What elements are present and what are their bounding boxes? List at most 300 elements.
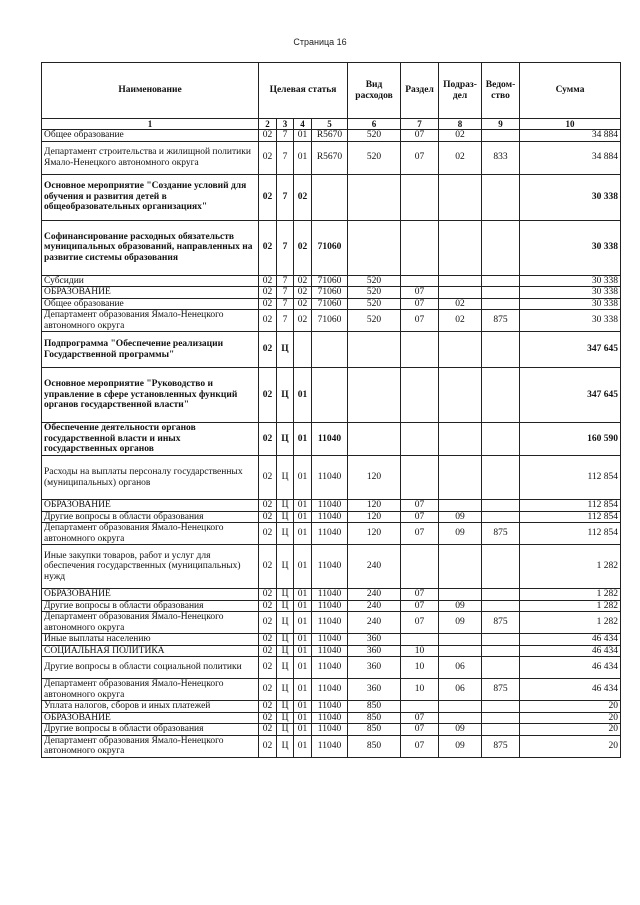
subsection-cell: 09 (439, 724, 482, 736)
table-row (42, 298, 621, 310)
amount-cell: 112 854 (520, 456, 621, 500)
department-code-cell (482, 712, 520, 724)
subsection-cell (439, 423, 482, 456)
table-row (42, 645, 621, 657)
section-cell (401, 332, 439, 368)
expense-type-cell (348, 423, 401, 456)
target-code-event-cell: 01 (294, 679, 312, 701)
row-name-cell: СОЦИАЛЬНАЯ ПОЛИТИКА (42, 645, 259, 657)
expense-type-cell: 520 (348, 287, 401, 299)
table-header (42, 63, 621, 130)
department-code-cell (482, 174, 520, 220)
section-cell: 07 (401, 600, 439, 612)
target-code-event-cell: 01 (294, 423, 312, 456)
row-name-cell: Основное мероприятие "Создание условий для обучения и развития детей в общеобразовательных организациях" (42, 174, 259, 220)
target-code-event-cell: 01 (294, 600, 312, 612)
target-code-subprogram-cell: 7 (277, 141, 294, 174)
table-row (42, 500, 621, 512)
expense-type-cell: 240 (348, 600, 401, 612)
target-code-direction-cell: 71060 (312, 275, 348, 287)
subsection-cell (439, 645, 482, 657)
subsection-cell: 06 (439, 679, 482, 701)
amount-cell: 34 884 (520, 130, 621, 142)
department-code-cell (482, 423, 520, 456)
subsection-cell: 09 (439, 523, 482, 545)
target-code-subprogram-cell: Ц (277, 500, 294, 512)
department-code-cell (482, 511, 520, 523)
column-number: 6 (348, 119, 401, 130)
header-name: Наименование (42, 63, 259, 119)
row-name-cell: Уплата налогов, сборов и иных платежей (42, 701, 259, 713)
target-code-direction-cell: R5670 (312, 130, 348, 142)
expense-type-cell: 360 (348, 634, 401, 646)
department-code-cell (482, 456, 520, 500)
department-code-cell: 875 (482, 612, 520, 634)
target-code-subprogram-cell: Ц (277, 679, 294, 701)
section-cell: 07 (401, 310, 439, 332)
target-code-program-cell: 02 (259, 310, 277, 332)
target-code-event-cell: 01 (294, 712, 312, 724)
table-row (42, 589, 621, 601)
section-cell: 07 (401, 612, 439, 634)
section-cell (401, 456, 439, 500)
department-code-cell (482, 500, 520, 512)
column-number: 1 (42, 119, 259, 130)
amount-cell: 30 338 (520, 220, 621, 275)
column-number: 7 (401, 119, 439, 130)
target-code-subprogram-cell: Ц (277, 645, 294, 657)
expense-type-cell (348, 368, 401, 423)
expense-type-cell: 120 (348, 511, 401, 523)
expense-type-cell: 240 (348, 589, 401, 601)
table-row (42, 679, 621, 701)
amount-cell: 30 338 (520, 310, 621, 332)
department-code-cell: 875 (482, 310, 520, 332)
target-code-program-cell: 02 (259, 174, 277, 220)
target-code-program-cell: 02 (259, 679, 277, 701)
expense-type-cell: 240 (348, 545, 401, 589)
target-code-subprogram-cell: 7 (277, 220, 294, 275)
section-cell (401, 701, 439, 713)
section-cell (401, 368, 439, 423)
header-razdel: Раздел (401, 63, 439, 119)
target-code-subprogram-cell: Ц (277, 701, 294, 713)
target-code-event-cell: 01 (294, 612, 312, 634)
expense-type-cell: 520 (348, 141, 401, 174)
target-code-subprogram-cell: Ц (277, 423, 294, 456)
target-code-program-cell: 02 (259, 634, 277, 646)
amount-cell: 112 854 (520, 523, 621, 545)
target-code-direction-cell: 11040 (312, 511, 348, 523)
subsection-cell (439, 332, 482, 368)
target-code-event-cell: 01 (294, 657, 312, 679)
department-code-cell (482, 701, 520, 713)
section-cell (401, 220, 439, 275)
section-cell: 07 (401, 735, 439, 757)
table-row (42, 287, 621, 299)
amount-cell: 1 282 (520, 612, 621, 634)
target-code-event-cell: 01 (294, 368, 312, 423)
target-code-program-cell: 02 (259, 141, 277, 174)
target-code-event-cell: 02 (294, 174, 312, 220)
row-name-cell: Подпрограмма "Обеспечение реализации Государственной программы" (42, 332, 259, 368)
target-code-direction-cell: 11040 (312, 500, 348, 512)
row-name-cell: Субсидии (42, 275, 259, 287)
expense-type-cell: 360 (348, 657, 401, 679)
department-code-cell (482, 287, 520, 299)
row-name-cell: Иные выплаты населению (42, 634, 259, 646)
amount-cell: 46 434 (520, 679, 621, 701)
target-code-subprogram-cell: 7 (277, 130, 294, 142)
table-row (42, 310, 621, 332)
target-code-subprogram-cell: Ц (277, 368, 294, 423)
target-code-event-cell: 01 (294, 141, 312, 174)
department-code-cell (482, 130, 520, 142)
table-row (42, 368, 621, 423)
target-code-program-cell: 02 (259, 645, 277, 657)
table-row (42, 724, 621, 736)
target-code-event-cell: 01 (294, 523, 312, 545)
department-code-cell (482, 634, 520, 646)
section-cell (401, 423, 439, 456)
target-code-program-cell: 02 (259, 724, 277, 736)
subsection-cell: 06 (439, 657, 482, 679)
target-code-event-cell: 01 (294, 130, 312, 142)
target-code-direction-cell: 11040 (312, 600, 348, 612)
target-code-event-cell: 01 (294, 511, 312, 523)
target-code-direction-cell: 11040 (312, 423, 348, 456)
column-number: 2 (259, 119, 277, 130)
target-code-direction-cell: 11040 (312, 657, 348, 679)
section-cell: 07 (401, 523, 439, 545)
target-code-event-cell: 01 (294, 701, 312, 713)
expense-type-cell: 120 (348, 456, 401, 500)
row-name-cell: Департамент образования Ямало-Ненецкого автономного округа (42, 310, 259, 332)
row-name-cell: Расходы на выплаты персоналу государственных (муниципальных) органов (42, 456, 259, 500)
target-code-program-cell: 02 (259, 130, 277, 142)
target-code-direction-cell: 11040 (312, 735, 348, 757)
target-code-program-cell: 02 (259, 368, 277, 423)
target-code-program-cell: 02 (259, 701, 277, 713)
row-name-cell: Департамент образования Ямало-Ненецкого автономного округа (42, 523, 259, 545)
table-row (42, 332, 621, 368)
table-row (42, 600, 621, 612)
department-code-cell: 875 (482, 523, 520, 545)
amount-cell: 46 434 (520, 645, 621, 657)
target-code-event-cell: 01 (294, 634, 312, 646)
table-row (42, 220, 621, 275)
row-name-cell: ОБРАЗОВАНИЕ (42, 712, 259, 724)
target-code-program-cell: 02 (259, 511, 277, 523)
target-code-program-cell: 02 (259, 298, 277, 310)
target-code-subprogram-cell: Ц (277, 511, 294, 523)
expense-type-cell: 520 (348, 298, 401, 310)
target-code-event-cell: 01 (294, 456, 312, 500)
department-code-cell: 833 (482, 141, 520, 174)
target-code-event-cell: 01 (294, 724, 312, 736)
target-code-event-cell (294, 332, 312, 368)
target-code-subprogram-cell: Ц (277, 712, 294, 724)
subsection-cell (439, 634, 482, 646)
table-row (42, 130, 621, 142)
department-code-cell (482, 298, 520, 310)
department-code-cell (482, 600, 520, 612)
target-code-event-cell: 02 (294, 310, 312, 332)
table-row (42, 523, 621, 545)
row-name-cell: Иные закупки товаров, работ и услуг для обеспечения государственных (муниципальных) нужд (42, 545, 259, 589)
expense-type-cell: 520 (348, 275, 401, 287)
table-row (42, 174, 621, 220)
section-cell (401, 545, 439, 589)
column-number: 4 (294, 119, 312, 130)
amount-cell: 30 338 (520, 287, 621, 299)
header-summa: Сумма (520, 63, 621, 119)
amount-cell: 30 338 (520, 174, 621, 220)
department-code-cell (482, 332, 520, 368)
target-code-direction-cell: 71060 (312, 220, 348, 275)
row-name-cell: Общее образование (42, 298, 259, 310)
target-code-program-cell: 02 (259, 600, 277, 612)
subsection-cell: 09 (439, 612, 482, 634)
target-code-program-cell: 02 (259, 545, 277, 589)
target-code-program-cell: 02 (259, 423, 277, 456)
target-code-direction-cell (312, 174, 348, 220)
table-row (42, 701, 621, 713)
column-number: 5 (312, 119, 348, 130)
target-code-subprogram-cell: 7 (277, 310, 294, 332)
subsection-cell (439, 220, 482, 275)
target-code-subprogram-cell: Ц (277, 634, 294, 646)
expense-type-cell: 850 (348, 701, 401, 713)
subsection-cell (439, 174, 482, 220)
target-code-subprogram-cell: Ц (277, 523, 294, 545)
row-name-cell: Департамент строительства и жилищной политики Ямало-Ненецкого автономного округа (42, 141, 259, 174)
subsection-cell (439, 589, 482, 601)
expense-type-cell (348, 332, 401, 368)
target-code-subprogram-cell: 7 (277, 298, 294, 310)
amount-cell: 20 (520, 735, 621, 757)
amount-cell: 347 645 (520, 332, 621, 368)
column-number: 3 (277, 119, 294, 130)
subsection-cell: 02 (439, 310, 482, 332)
target-code-event-cell: 01 (294, 589, 312, 601)
target-code-direction-cell (312, 368, 348, 423)
target-code-event-cell: 01 (294, 735, 312, 757)
target-code-subprogram-cell: 7 (277, 174, 294, 220)
table-row (42, 423, 621, 456)
department-code-cell: 875 (482, 735, 520, 757)
expense-type-cell (348, 220, 401, 275)
target-code-event-cell: 02 (294, 220, 312, 275)
section-cell: 07 (401, 298, 439, 310)
department-code-cell (482, 724, 520, 736)
amount-cell: 20 (520, 724, 621, 736)
target-code-direction-cell: 11040 (312, 634, 348, 646)
target-code-event-cell: 01 (294, 545, 312, 589)
department-code-cell: 875 (482, 679, 520, 701)
target-code-direction-cell: R5670 (312, 141, 348, 174)
amount-cell: 34 884 (520, 141, 621, 174)
expense-type-cell: 120 (348, 523, 401, 545)
target-code-program-cell: 02 (259, 657, 277, 679)
section-cell: 10 (401, 657, 439, 679)
amount-cell: 46 434 (520, 634, 621, 646)
subsection-cell (439, 456, 482, 500)
header-target: Целевая статья (259, 63, 348, 119)
target-code-subprogram-cell: Ц (277, 735, 294, 757)
table-row (42, 735, 621, 757)
target-code-program-cell: 02 (259, 287, 277, 299)
row-name-cell: ОБРАЗОВАНИЕ (42, 589, 259, 601)
target-code-program-cell: 02 (259, 589, 277, 601)
target-code-direction-cell: 11040 (312, 701, 348, 713)
table-row (42, 545, 621, 589)
row-name-cell: Основное мероприятие "Руководство и управление в сфере установленных функций органов государственной власти" (42, 368, 259, 423)
row-name-cell: Общее образование (42, 130, 259, 142)
target-code-direction-cell: 71060 (312, 287, 348, 299)
amount-cell: 20 (520, 712, 621, 724)
section-cell: 07 (401, 712, 439, 724)
table-row (42, 612, 621, 634)
row-name-cell: Другие вопросы в области образования (42, 724, 259, 736)
amount-cell: 1 282 (520, 600, 621, 612)
expense-type-cell: 850 (348, 712, 401, 724)
expense-type-cell: 120 (348, 500, 401, 512)
row-name-cell: Другие вопросы в области образования (42, 600, 259, 612)
subsection-cell (439, 368, 482, 423)
target-code-subprogram-cell: Ц (277, 724, 294, 736)
subsection-cell: 09 (439, 511, 482, 523)
subsection-cell: 02 (439, 141, 482, 174)
subsection-cell (439, 287, 482, 299)
target-code-subprogram-cell: 7 (277, 275, 294, 287)
expense-type-cell: 520 (348, 310, 401, 332)
target-code-subprogram-cell: Ц (277, 332, 294, 368)
department-code-cell (482, 589, 520, 601)
amount-cell: 347 645 (520, 368, 621, 423)
amount-cell: 30 338 (520, 275, 621, 287)
expense-type-cell: 520 (348, 130, 401, 142)
table-row (42, 141, 621, 174)
row-name-cell: Софинансирование расходных обязательств муниципальных образований, направленных на развитие системы образования (42, 220, 259, 275)
target-code-direction-cell (312, 332, 348, 368)
target-code-program-cell: 02 (259, 523, 277, 545)
target-code-subprogram-cell: Ц (277, 657, 294, 679)
subsection-cell (439, 275, 482, 287)
header-vid: Вид расходов (348, 63, 401, 119)
target-code-direction-cell: 11040 (312, 589, 348, 601)
target-code-program-cell: 02 (259, 456, 277, 500)
target-code-event-cell: 02 (294, 275, 312, 287)
target-code-subprogram-cell: 7 (277, 287, 294, 299)
column-number-row (42, 119, 621, 130)
target-code-program-cell: 02 (259, 612, 277, 634)
target-code-program-cell: 02 (259, 275, 277, 287)
row-name-cell: Другие вопросы в области социальной политики (42, 657, 259, 679)
page-number-label: Страница 16 (293, 37, 347, 47)
target-code-direction-cell: 71060 (312, 310, 348, 332)
section-cell: 10 (401, 645, 439, 657)
target-code-subprogram-cell: Ц (277, 456, 294, 500)
section-cell: 10 (401, 679, 439, 701)
table-row (42, 511, 621, 523)
amount-cell: 1 282 (520, 545, 621, 589)
amount-cell: 112 854 (520, 511, 621, 523)
target-code-program-cell: 02 (259, 332, 277, 368)
target-code-direction-cell: 11040 (312, 456, 348, 500)
target-code-event-cell: 01 (294, 645, 312, 657)
table-row (42, 657, 621, 679)
table-row (42, 275, 621, 287)
section-cell (401, 174, 439, 220)
target-code-event-cell: 02 (294, 287, 312, 299)
department-code-cell (482, 545, 520, 589)
row-name-cell: ОБРАЗОВАНИЕ (42, 287, 259, 299)
department-code-cell (482, 220, 520, 275)
row-name-cell: ОБРАЗОВАНИЕ (42, 500, 259, 512)
table-row (42, 712, 621, 724)
target-code-subprogram-cell: Ц (277, 600, 294, 612)
section-cell: 07 (401, 287, 439, 299)
target-code-direction-cell: 11040 (312, 712, 348, 724)
subsection-cell (439, 712, 482, 724)
target-code-subprogram-cell: Ц (277, 612, 294, 634)
expense-type-cell: 360 (348, 645, 401, 657)
subsection-cell: 02 (439, 298, 482, 310)
target-code-event-cell: 01 (294, 500, 312, 512)
subsection-cell: 09 (439, 600, 482, 612)
target-code-direction-cell: 11040 (312, 612, 348, 634)
target-code-direction-cell: 11040 (312, 545, 348, 589)
target-code-program-cell: 02 (259, 712, 277, 724)
section-cell: 07 (401, 724, 439, 736)
section-cell: 07 (401, 130, 439, 142)
target-code-event-cell: 02 (294, 298, 312, 310)
target-code-direction-cell: 11040 (312, 679, 348, 701)
expense-type-cell: 360 (348, 679, 401, 701)
section-cell: 07 (401, 500, 439, 512)
amount-cell: 20 (520, 701, 621, 713)
target-code-program-cell: 02 (259, 735, 277, 757)
amount-cell: 1 282 (520, 589, 621, 601)
expense-type-cell (348, 174, 401, 220)
amount-cell: 112 854 (520, 500, 621, 512)
column-number: 9 (482, 119, 520, 130)
expense-type-cell: 850 (348, 724, 401, 736)
amount-cell: 160 590 (520, 423, 621, 456)
header-vedomstvo: Ведом-ство (482, 63, 520, 119)
section-cell (401, 634, 439, 646)
budget-table (41, 62, 621, 758)
target-code-program-cell: 02 (259, 500, 277, 512)
subsection-cell (439, 500, 482, 512)
column-number: 10 (520, 119, 621, 130)
target-code-program-cell: 02 (259, 220, 277, 275)
amount-cell: 46 434 (520, 657, 621, 679)
target-code-direction-cell: 11040 (312, 645, 348, 657)
section-cell (401, 275, 439, 287)
header-podrazdel: Подраз-дел (439, 63, 482, 119)
target-code-subprogram-cell: Ц (277, 589, 294, 601)
target-code-subprogram-cell: Ц (277, 545, 294, 589)
section-cell: 07 (401, 511, 439, 523)
column-number: 8 (439, 119, 482, 130)
row-name-cell: Департамент образования Ямало-Ненецкого автономного округа (42, 612, 259, 634)
subsection-cell (439, 545, 482, 589)
target-code-direction-cell: 11040 (312, 724, 348, 736)
subsection-cell (439, 701, 482, 713)
row-name-cell: Департамент образования Ямало-Ненецкого автономного округа (42, 735, 259, 757)
